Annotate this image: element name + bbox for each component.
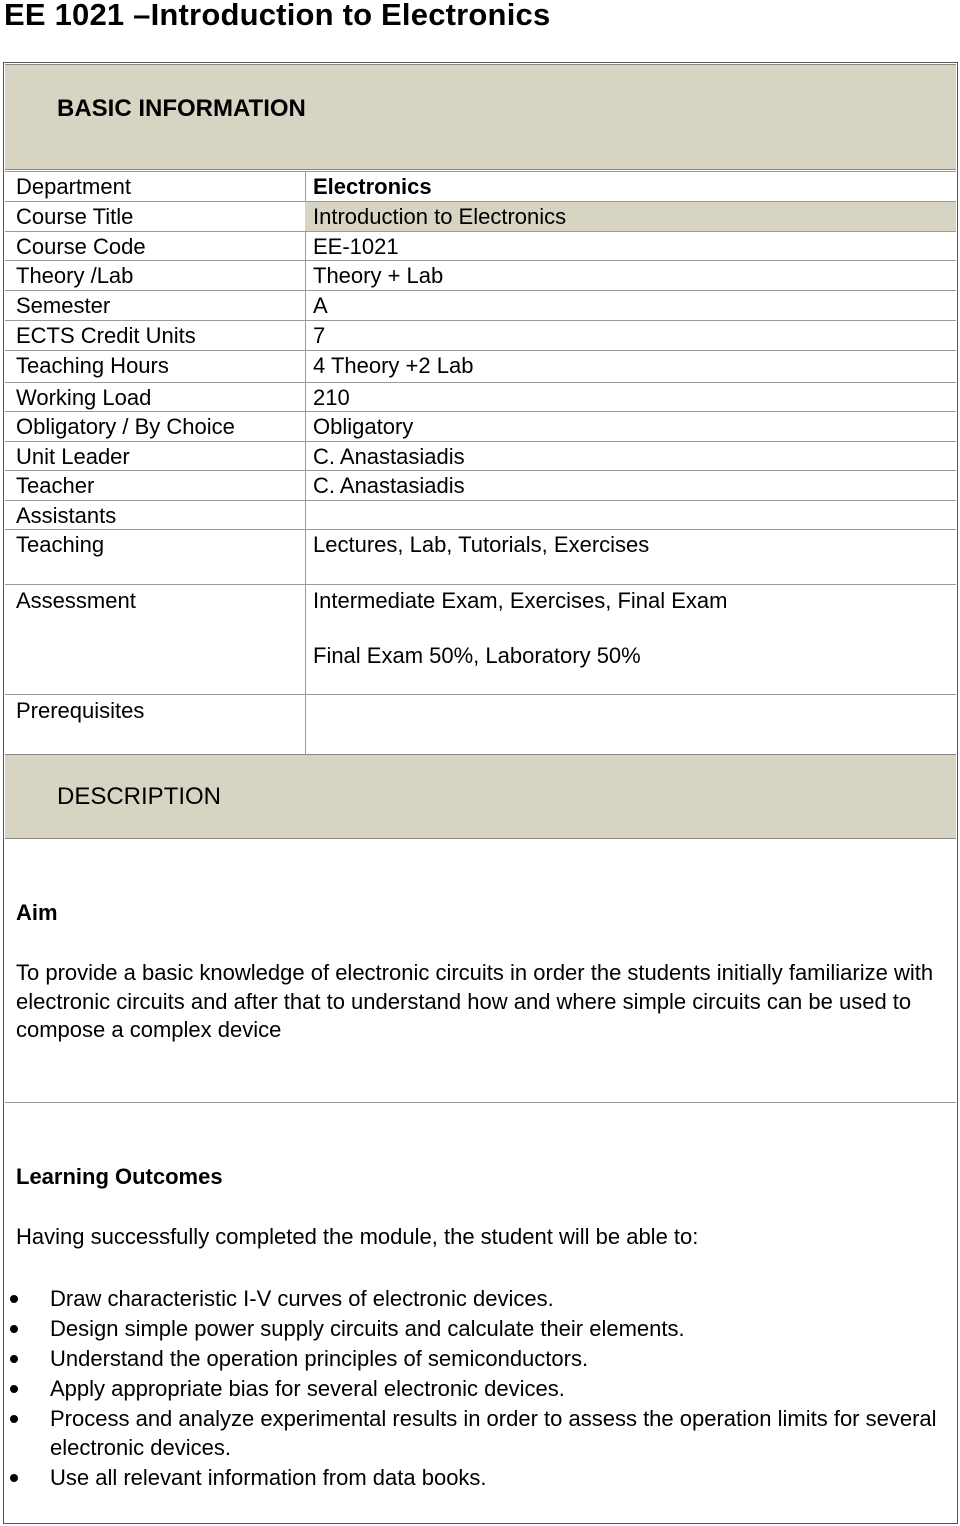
basic-information-header xyxy=(5,64,956,170)
description-heading: DESCRIPTION xyxy=(57,783,222,810)
description-header xyxy=(5,754,956,839)
info-row-unit-leader xyxy=(5,441,956,470)
bullet-icon xyxy=(10,1415,18,1423)
row-value: Lectures, Lab, Tutorials, Exercises xyxy=(313,532,650,557)
row-value: Electronics xyxy=(313,174,432,199)
row-label: ECTS Credit Units xyxy=(16,323,196,348)
info-row-theory-lab xyxy=(5,260,956,290)
bullet-icon xyxy=(10,1295,18,1303)
row-label: Course Code xyxy=(16,234,146,259)
list-item xyxy=(8,1284,953,1313)
list-item xyxy=(8,1314,953,1343)
list-item xyxy=(8,1374,953,1403)
info-row-assistants xyxy=(5,500,956,529)
row-label: Teacher xyxy=(16,473,95,498)
row-value: 4 Theory +2 Lab xyxy=(313,353,474,378)
list-item xyxy=(8,1463,953,1492)
info-row-semester xyxy=(5,290,956,320)
info-row-course-code xyxy=(5,231,956,260)
row-label: Unit Leader xyxy=(16,444,130,469)
row-value: Introduction to Electronics xyxy=(305,202,956,231)
list-item-text: Draw characteristic I-V curves of electronic devices. xyxy=(50,1286,554,1311)
bullet-icon xyxy=(10,1385,18,1393)
info-row-assessment xyxy=(5,584,956,694)
info-row-department xyxy=(5,171,956,201)
row-value: C. Anastasiadis xyxy=(313,473,465,498)
list-item-text: Process and analyze experimental results in order to assess the operation limits for several electronic devices. xyxy=(50,1406,937,1460)
row-label: Teaching xyxy=(16,532,105,557)
bullet-icon xyxy=(10,1474,18,1482)
row-label: Theory /Lab xyxy=(16,263,134,288)
info-row-teacher xyxy=(5,470,956,500)
info-row-ects xyxy=(5,320,956,350)
row-value: EE-1021 xyxy=(313,234,399,259)
row-value: Theory + Lab xyxy=(313,263,444,288)
learning-outcomes-list xyxy=(8,1284,953,1493)
list-item-text: Understand the operation principles of semiconductors. xyxy=(50,1346,589,1371)
row-label: Department xyxy=(16,174,131,199)
list-item xyxy=(8,1404,953,1462)
row-value-grading: Final Exam 50%, Laboratory 50% xyxy=(313,643,641,668)
row-label: Prerequisites xyxy=(16,698,145,723)
info-row-teaching-hours xyxy=(5,350,956,382)
info-row-working-load xyxy=(5,382,956,411)
aim-text: To provide a basic knowledge of electronic circuits in order the students initially familiarize with electronic circuits and after that to understand how and where simple circuits can be used to compose a complex device xyxy=(16,960,934,1042)
info-row-course-title xyxy=(5,201,956,231)
row-value: 210 xyxy=(313,385,350,410)
section-divider xyxy=(5,1102,956,1103)
learning-outcomes-heading: Learning Outcomes xyxy=(16,1164,223,1189)
row-label: Assessment xyxy=(16,588,136,613)
list-item xyxy=(8,1344,953,1373)
list-item-text: Use all relevant information from data books. xyxy=(50,1465,487,1490)
row-label: Course Title xyxy=(16,204,134,229)
row-value: Intermediate Exam, Exercises, Final Exam xyxy=(313,588,728,613)
list-item-text: Apply appropriate bias for several electronic devices. xyxy=(50,1376,565,1401)
column-divider xyxy=(305,231,306,754)
row-value: A xyxy=(313,293,328,318)
learning-outcomes-intro: Having successfully completed the module, the student will be able to: xyxy=(16,1224,699,1249)
row-value: Obligatory xyxy=(313,414,414,439)
info-row-prerequisites xyxy=(5,694,956,754)
aim-heading: Aim xyxy=(16,900,58,925)
info-row-obligatory xyxy=(5,411,956,441)
row-value: 7 xyxy=(313,323,326,348)
row-label: Semester xyxy=(16,293,111,318)
document-title: EE 1021 –Introduction to Electronics xyxy=(4,0,551,32)
row-label: Obligatory / By Choice xyxy=(16,414,235,439)
row-label: Working Load xyxy=(16,385,152,410)
bullet-icon xyxy=(10,1355,18,1363)
row-label: Teaching Hours xyxy=(16,353,169,378)
row-value: C. Anastasiadis xyxy=(313,444,465,469)
info-row-teaching xyxy=(5,529,956,584)
column-divider xyxy=(305,171,306,201)
basic-information-heading: BASIC INFORMATION xyxy=(57,95,306,122)
list-item-text: Design simple power supply circuits and calculate their elements. xyxy=(50,1316,685,1341)
row-label: Assistants xyxy=(16,503,117,528)
bullet-icon xyxy=(10,1325,18,1333)
